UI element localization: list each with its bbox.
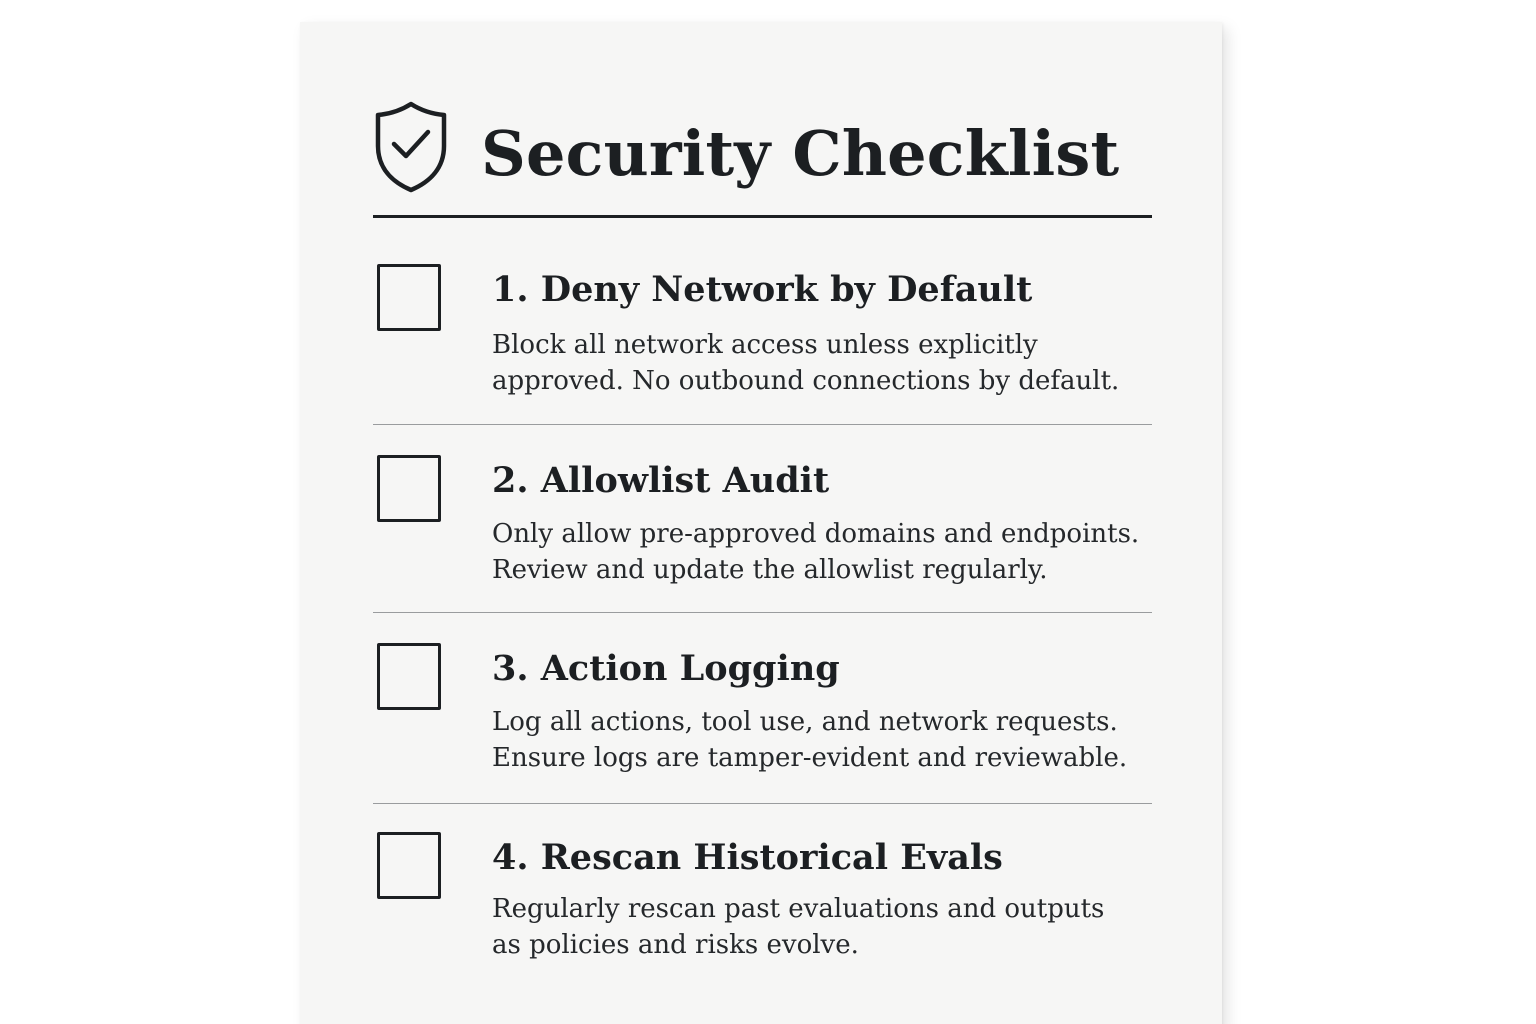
document-header — [373, 100, 1153, 210]
item-description — [492, 704, 1152, 776]
item-description-line: approved. No outbound connections by default. — [492, 366, 1120, 396]
item-description-line: Ensure logs are tamper-evident and reviewable. — [492, 743, 1128, 773]
item-title: 2. Allowlist Audit — [492, 460, 830, 501]
item-description-line: Only allow pre-approved domains and endpoints. — [492, 519, 1140, 549]
checkbox-rescan-evals[interactable] — [377, 832, 441, 899]
item-description-line: Log all actions, tool use, and network requests. — [492, 707, 1118, 737]
item-divider — [373, 803, 1152, 804]
item-description-line: Block all network access unless explicitly — [492, 330, 1038, 360]
item-title: 1. Deny Network by Default — [492, 269, 1033, 310]
checkbox-allowlist-audit[interactable] — [377, 455, 441, 522]
page-title: Security Checklist — [481, 117, 1120, 190]
item-description-line: Review and update the allowlist regularly. — [492, 555, 1048, 585]
shield-check-icon — [373, 100, 449, 194]
item-title: 3. Action Logging — [492, 648, 840, 689]
checklist-document — [300, 22, 1222, 1024]
title-divider — [373, 215, 1152, 218]
checkbox-action-logging[interactable] — [377, 643, 441, 710]
item-divider — [373, 612, 1152, 613]
item-description — [492, 327, 1152, 399]
item-description-line: as policies and risks evolve. — [492, 930, 859, 960]
item-description — [492, 891, 1152, 963]
item-description — [492, 516, 1152, 588]
checkbox-deny-network[interactable] — [377, 264, 441, 331]
item-divider — [373, 424, 1152, 425]
item-title: 4. Rescan Historical Evals — [492, 837, 1003, 878]
item-description-line: Regularly rescan past evaluations and outputs — [492, 894, 1105, 924]
